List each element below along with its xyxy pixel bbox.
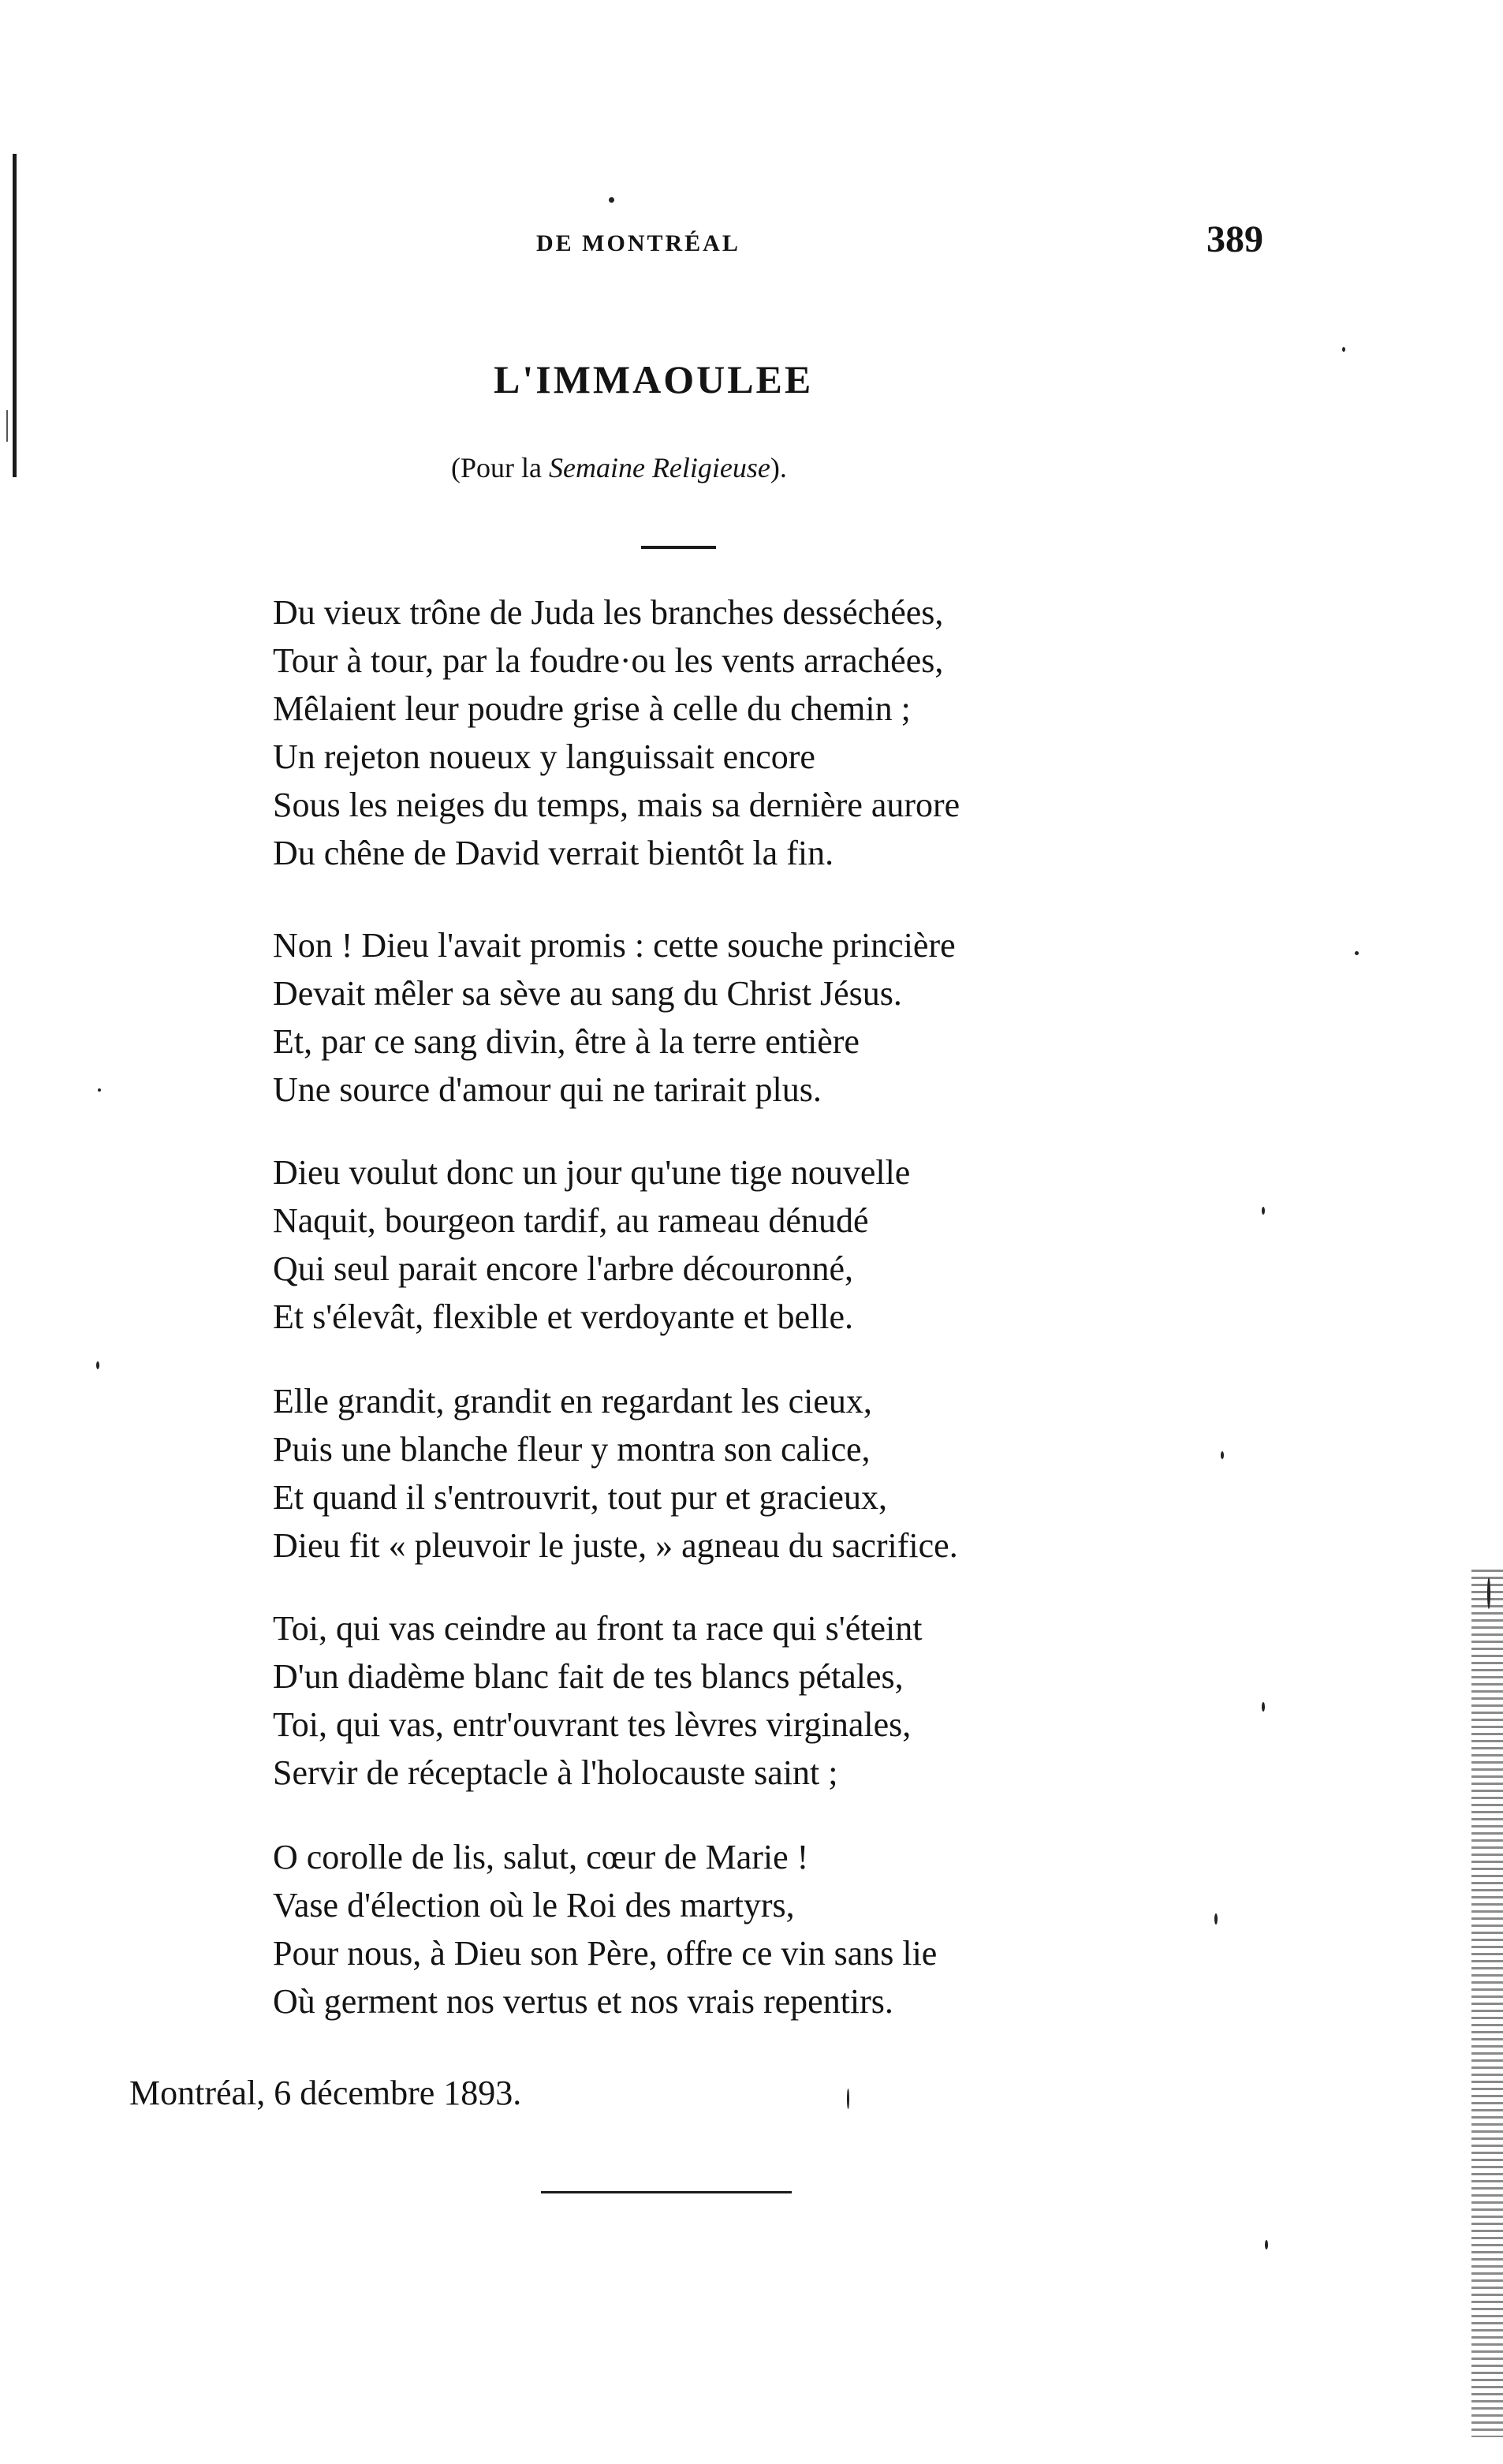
- verse-line: Du chêne de David verrait bientôt la fin.: [273, 834, 834, 872]
- verse-line: Et s'élevât, flexible et verdoyante et belle.: [273, 1297, 854, 1336]
- running-head: DE MONTRÉAL: [536, 230, 740, 256]
- subtitle-italic: Semaine Religieuse: [548, 452, 770, 483]
- verse-line: Dieu fit « pleuvoir le juste, » agneau du sacrifice.: [273, 1526, 958, 1565]
- verse-line: O corolle de lis, salut, cœur de Marie !: [273, 1838, 809, 1876]
- end-divider: [541, 2191, 792, 2193]
- verse-line: Et, par ce sang divin, être à la terre entière: [273, 1022, 860, 1061]
- scan-speck: [1262, 1702, 1265, 1712]
- stanza-6: [273, 1833, 1180, 2025]
- verse-line: Elle grandit, grandit en regardant les cieux,: [273, 1382, 872, 1421]
- page-edge-rule: [13, 154, 17, 477]
- scan-edge-noise: [1471, 1570, 1503, 2437]
- stanza-2: [273, 921, 1180, 1114]
- verse-line: Devait mêler sa sève au sang du Christ Jésus.: [273, 974, 902, 1013]
- poem-title: L'IMMAOULEE: [494, 357, 814, 401]
- stanza-5: [273, 1604, 1180, 1797]
- page-number: 389: [1207, 218, 1263, 260]
- subtitle-close: ).: [770, 452, 787, 483]
- verse-line: Mêlaient leur poudre grise à celle du chemin ;: [273, 689, 911, 728]
- page-edge-mark: [6, 410, 8, 442]
- verse-line: D'un diadème blanc fait de tes blancs pétales,: [273, 1657, 904, 1696]
- subtitle-open: (Pour la: [451, 452, 549, 483]
- scan-speck: [1262, 1207, 1265, 1215]
- verse-line: Vase d'élection où le Roi des martyrs,: [273, 1886, 795, 1925]
- verse-line: Du vieux trône de Juda les branches desséchées,: [273, 593, 944, 632]
- verse-line: Non ! Dieu l'avait promis : cette souche princière: [273, 926, 956, 965]
- scan-speck: [1265, 2240, 1268, 2249]
- poem-subtitle: [451, 451, 787, 484]
- scan-speck: [96, 1361, 99, 1369]
- verse-line: Sous les neiges du temps, mais sa dernière aurore: [273, 786, 960, 824]
- scan-speck: [1221, 1451, 1224, 1459]
- verse-line: Servir de réceptacle à l'holocauste saint ;: [273, 1753, 838, 1792]
- verse-line: Une source d'amour qui ne tarirait plus.: [273, 1070, 822, 1109]
- title-divider: [641, 546, 716, 549]
- verse-line: Toi, qui vas ceindre au front ta race qui s'éteint: [273, 1609, 923, 1648]
- verse-line: Où germent nos vertus et nos vrais repentirs.: [273, 1982, 893, 2021]
- date-signature: Montréal, 6 décembre 1893.: [129, 2074, 522, 2112]
- verse-line: Toi, qui vas, entr'ouvrant tes lèvres virginales,: [273, 1705, 912, 1744]
- verse-line: Tour à tour, par la foudre·ou les vents arrachées,: [273, 641, 944, 680]
- verse-line: Puis une blanche fleur y montra son calice,: [273, 1430, 871, 1469]
- scan-speck: [98, 1088, 101, 1092]
- scan-speck: [1355, 951, 1359, 955]
- stanza-4: [273, 1377, 1180, 1570]
- verse-line: Dieu voulut donc un jour qu'une tige nouvelle: [273, 1153, 911, 1192]
- verse-line: Et quand il s'entrouvrit, tout pur et gracieux,: [273, 1478, 887, 1517]
- verse-line: Un rejeton noueux y languissait encore: [273, 737, 815, 776]
- verse-line: Pour nous, à Dieu son Père, offre ce vin sans lie: [273, 1934, 938, 1973]
- scan-speck: [1342, 347, 1345, 352]
- scan-speck: [609, 197, 614, 203]
- verse-line: Qui seul parait encore l'arbre découronné,: [273, 1249, 854, 1288]
- verse-line: Naquit, bourgeon tardif, au rameau dénudé: [273, 1201, 869, 1240]
- scan-speck: [847, 2089, 849, 2109]
- stanza-1: [273, 588, 1180, 877]
- stanza-3: [273, 1148, 1180, 1341]
- scan-speck: [1214, 1913, 1218, 1925]
